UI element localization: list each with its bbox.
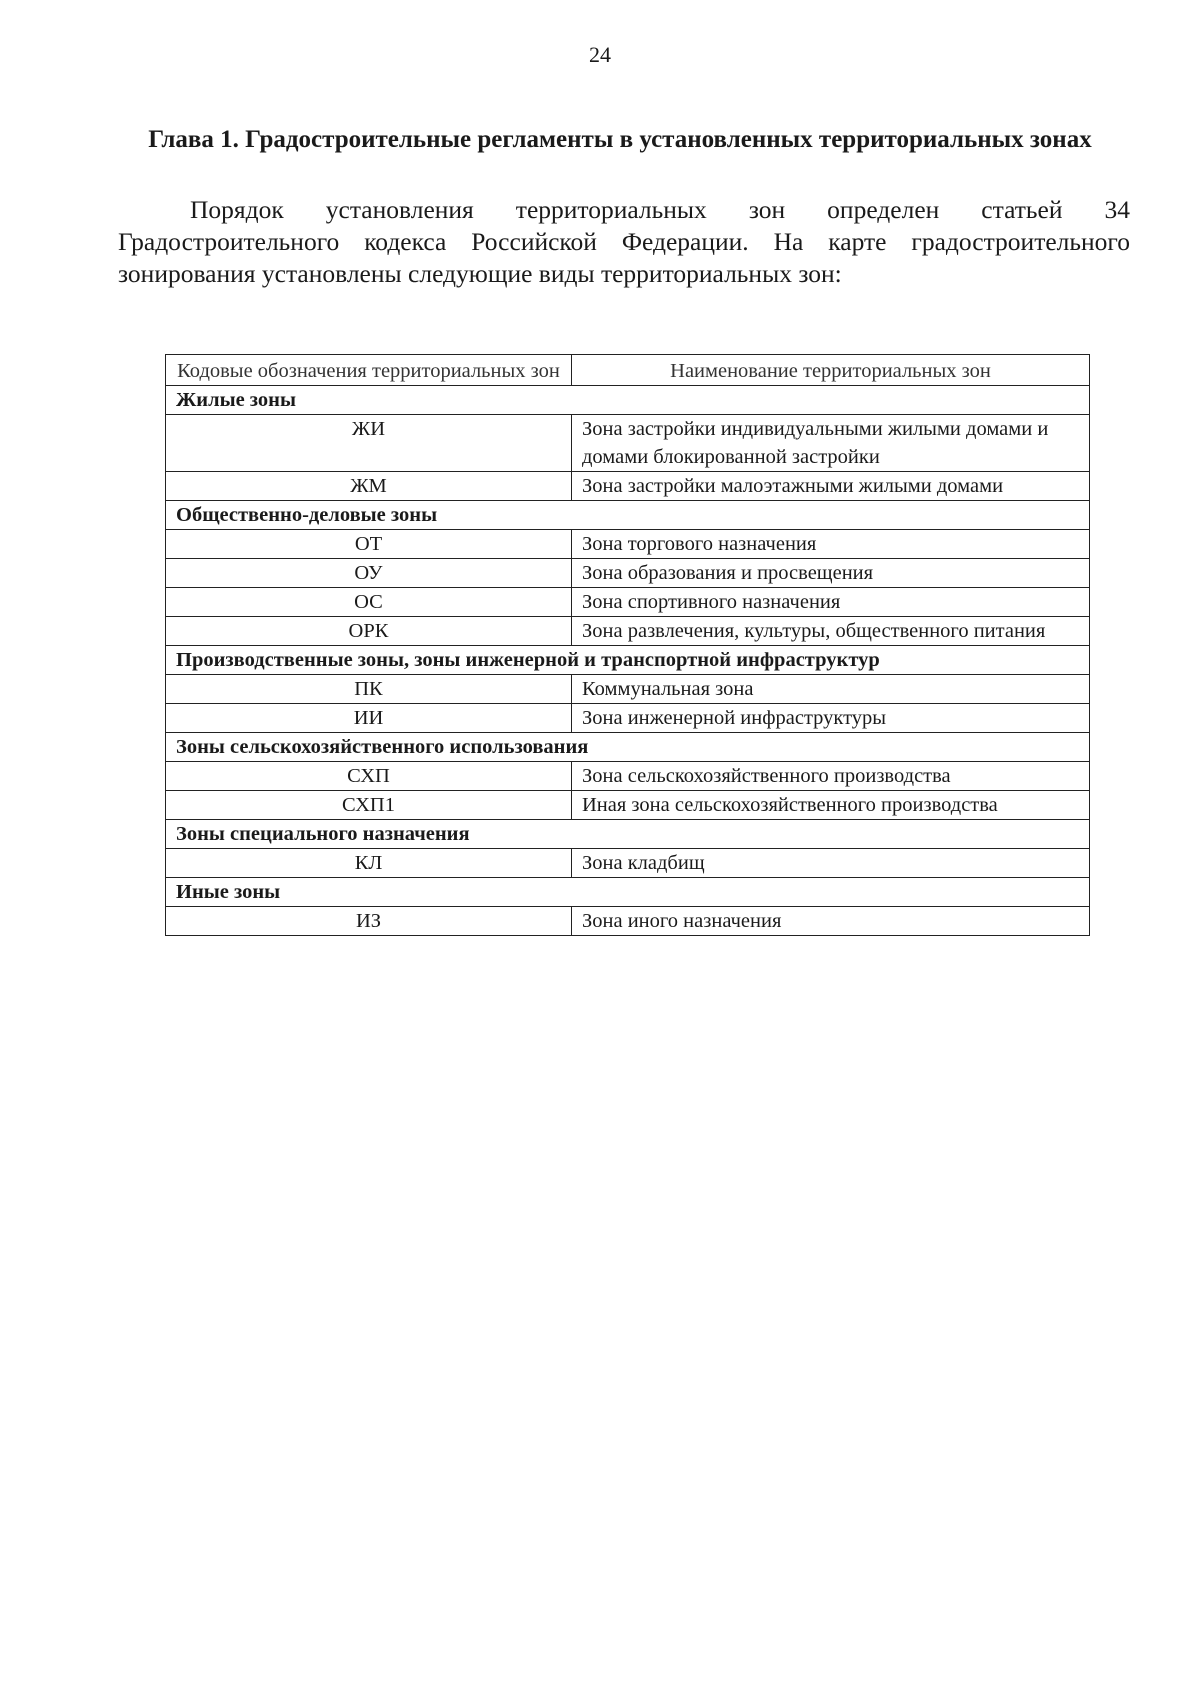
section-title: Производственные зоны, зоны инженерной и транспортной инфраструктур	[166, 646, 1090, 675]
intro-paragraph: Порядок установления территориальных зон определен статьей 34 Градостроительного кодекса Российской Федерации. На карте градостроительного зонирования установлены следующие виды территориальных зон:	[118, 195, 1130, 288]
zone-code: ИИ	[166, 704, 572, 733]
zone-code: ЖИ	[166, 415, 572, 472]
zone-code: ОС	[166, 588, 572, 617]
header-name: Наименование территориальных зон	[572, 355, 1090, 386]
table-row	[166, 791, 1090, 820]
zone-name: Зона развлечения, культуры, общественного питания	[572, 617, 1090, 646]
header-code: Кодовые обозначения территориальных зон	[166, 355, 572, 386]
zone-code: ИЗ	[166, 907, 572, 936]
zone-name: Зона иного назначения	[572, 907, 1090, 936]
zone-code: ЖМ	[166, 472, 572, 501]
zone-code: СХП	[166, 762, 572, 791]
section-title: Общественно-деловые зоны	[166, 501, 1090, 530]
table-row	[166, 530, 1090, 559]
section-title: Зоны специального назначения	[166, 820, 1090, 849]
table-row	[166, 559, 1090, 588]
section-row	[166, 820, 1090, 849]
zone-name: Зона торгового назначения	[572, 530, 1090, 559]
table-row	[166, 415, 1090, 472]
zone-code: ОУ	[166, 559, 572, 588]
zone-name: Зона спортивного назначения	[572, 588, 1090, 617]
section-title: Иные зоны	[166, 878, 1090, 907]
section-row	[166, 646, 1090, 675]
zones-table	[165, 354, 1090, 936]
zone-code: ОТ	[166, 530, 572, 559]
section-row	[166, 733, 1090, 762]
table-row	[166, 675, 1090, 704]
table-row	[166, 849, 1090, 878]
zone-name: Иная зона сельскохозяйственного производства	[572, 791, 1090, 820]
zone-code: ОРК	[166, 617, 572, 646]
table-row	[166, 617, 1090, 646]
table-header-row	[166, 355, 1090, 386]
zone-name: Зона сельскохозяйственного производства	[572, 762, 1090, 791]
table-row	[166, 472, 1090, 501]
zone-code: КЛ	[166, 849, 572, 878]
section-row	[166, 386, 1090, 415]
section-row	[166, 878, 1090, 907]
chapter-title: Глава 1. Градостроительные регламенты в установленных территориальных зонах	[148, 126, 1092, 153]
section-row	[166, 501, 1090, 530]
zone-name: Зона образования и просвещения	[572, 559, 1090, 588]
table-row	[166, 588, 1090, 617]
zone-name: Зона кладбищ	[572, 849, 1090, 878]
table-row	[166, 704, 1090, 733]
zones-table-body	[166, 386, 1090, 936]
zone-name: Зона инженерной инфраструктуры	[572, 704, 1090, 733]
zone-name: Зона застройки малоэтажными жилыми домами	[572, 472, 1090, 501]
table-row	[166, 907, 1090, 936]
table-row	[166, 762, 1090, 791]
zone-name: Коммунальная зона	[572, 675, 1090, 704]
zone-name: Зона застройки индивидуальными жилыми домами и домами блокированной застройки	[572, 415, 1090, 472]
section-title: Зоны сельскохозяйственного использования	[166, 733, 1090, 762]
page-number: 24	[589, 42, 611, 67]
zone-code: ПК	[166, 675, 572, 704]
zone-code: СХП1	[166, 791, 572, 820]
section-title: Жилые зоны	[166, 386, 1090, 415]
